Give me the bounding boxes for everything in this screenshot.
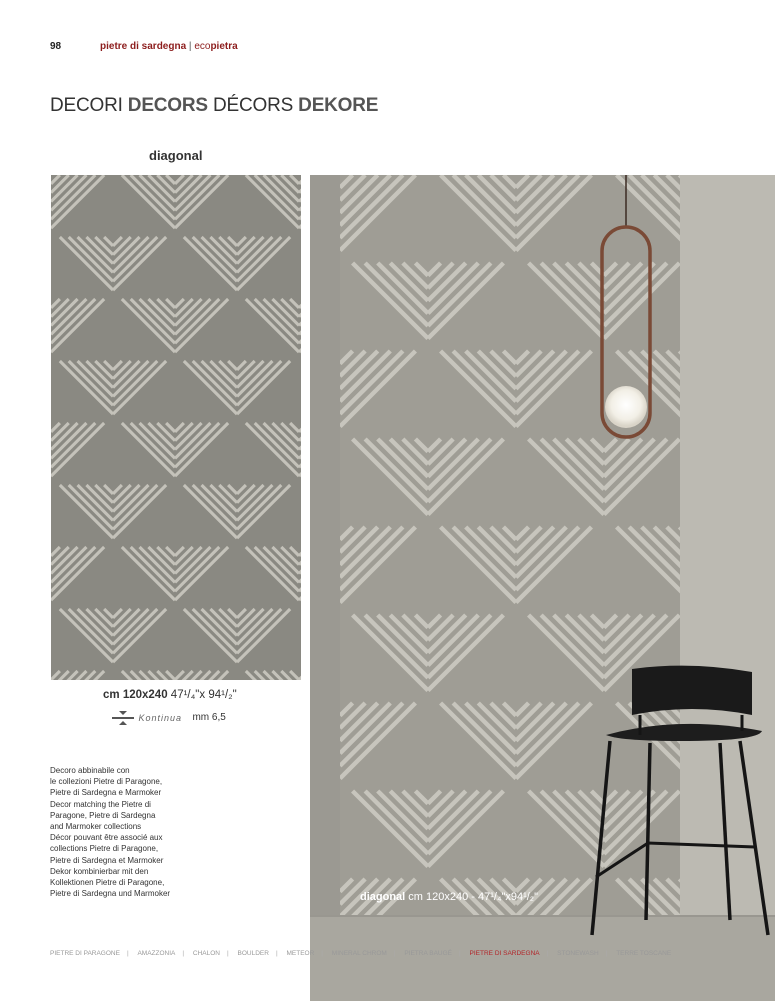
description-line: Pietre di Sardegna e Marmoker [50,788,162,798]
running-head-pietra: pietra [210,41,238,52]
thickness-icon [112,711,134,725]
description-line: Décor pouvant être associé aux [50,833,163,843]
description-line: Kollektionen Pietre di Paragone, [50,878,165,888]
room-photo [310,175,775,1001]
footer-nav-item[interactable]: MINERAL CHROM [331,950,387,957]
footer-nav-item[interactable]: PIETRE DI PARAGONE [50,950,120,957]
footer-nav-item-active[interactable]: PIETRE DI SARDEGNA [469,950,540,957]
footer-nav-item[interactable]: CHALON [192,950,220,957]
page-number: 98 [50,41,62,52]
thickness-value: mm 6,5 [192,712,226,724]
photo-caption-size: cm 120x240 - 47¹/₄"x94¹/₂" [408,891,538,903]
description-line: Decor matching the Pietre di [50,799,151,809]
footer-nav-item[interactable]: PIETRA BAUGÉ [404,950,453,957]
description-line: Decoro abbinabile con [50,766,130,775]
description-line: Dekor kombinierbar mit den [50,866,149,876]
kontinua-row [112,709,226,723]
title-german: DEKORE [298,95,379,116]
running-head-eco: eco [194,41,211,52]
description-line: Paragone, Pietre di Sardegna [50,810,156,820]
description [50,765,200,899]
title-french: DÉCORS [212,95,294,116]
photo-caption [360,891,538,903]
kontinua-logo: Kontinua [138,712,182,723]
description-line: Pietre di Sardegna et Marmoker [50,855,164,865]
footer-nav: PIETRE DI PARAGONE | AMAZZONIA | CHALON | BOULDER | METEOR | MINERAL CHROM | PIETRA BAUGÉ | PIETRE DI SARDEGNA | STONEWASH | TERRE TOSCANE [50,950,672,957]
description-line: le collezioni Pietre di Paragone, [50,777,163,787]
footer-nav-item[interactable]: STONEWASH [557,950,599,957]
footer-nav-item[interactable]: AMAZZONIA [137,950,176,957]
title-english: DECORS [127,95,208,116]
running-head [100,41,238,52]
footer-nav-item[interactable]: BOULDER [237,950,269,957]
product-name: diagonal [149,148,203,163]
footer-nav-item[interactable]: TERRE TOSCANE [616,950,672,957]
size-line [103,689,237,701]
title-italian: DECORI [50,95,123,116]
footer-nav-item[interactable]: METEOR [286,950,315,957]
running-head-collection: pietre di sardegna [100,41,187,52]
section-title [50,95,378,117]
photo-caption-name: diagonal [360,891,406,903]
size-inches: 47¹/₄"x 94¹/₂" [170,689,237,701]
description-line: and Marmoker collections [50,822,142,832]
description-line: collections Pietre di Paragone, [50,844,159,854]
tile-swatch-image [51,175,301,680]
size-cm: cm 120x240 [103,689,168,701]
running-head-separator: | [188,41,192,52]
description-line: Pietre di Sardegna und Marmoker [50,889,171,899]
